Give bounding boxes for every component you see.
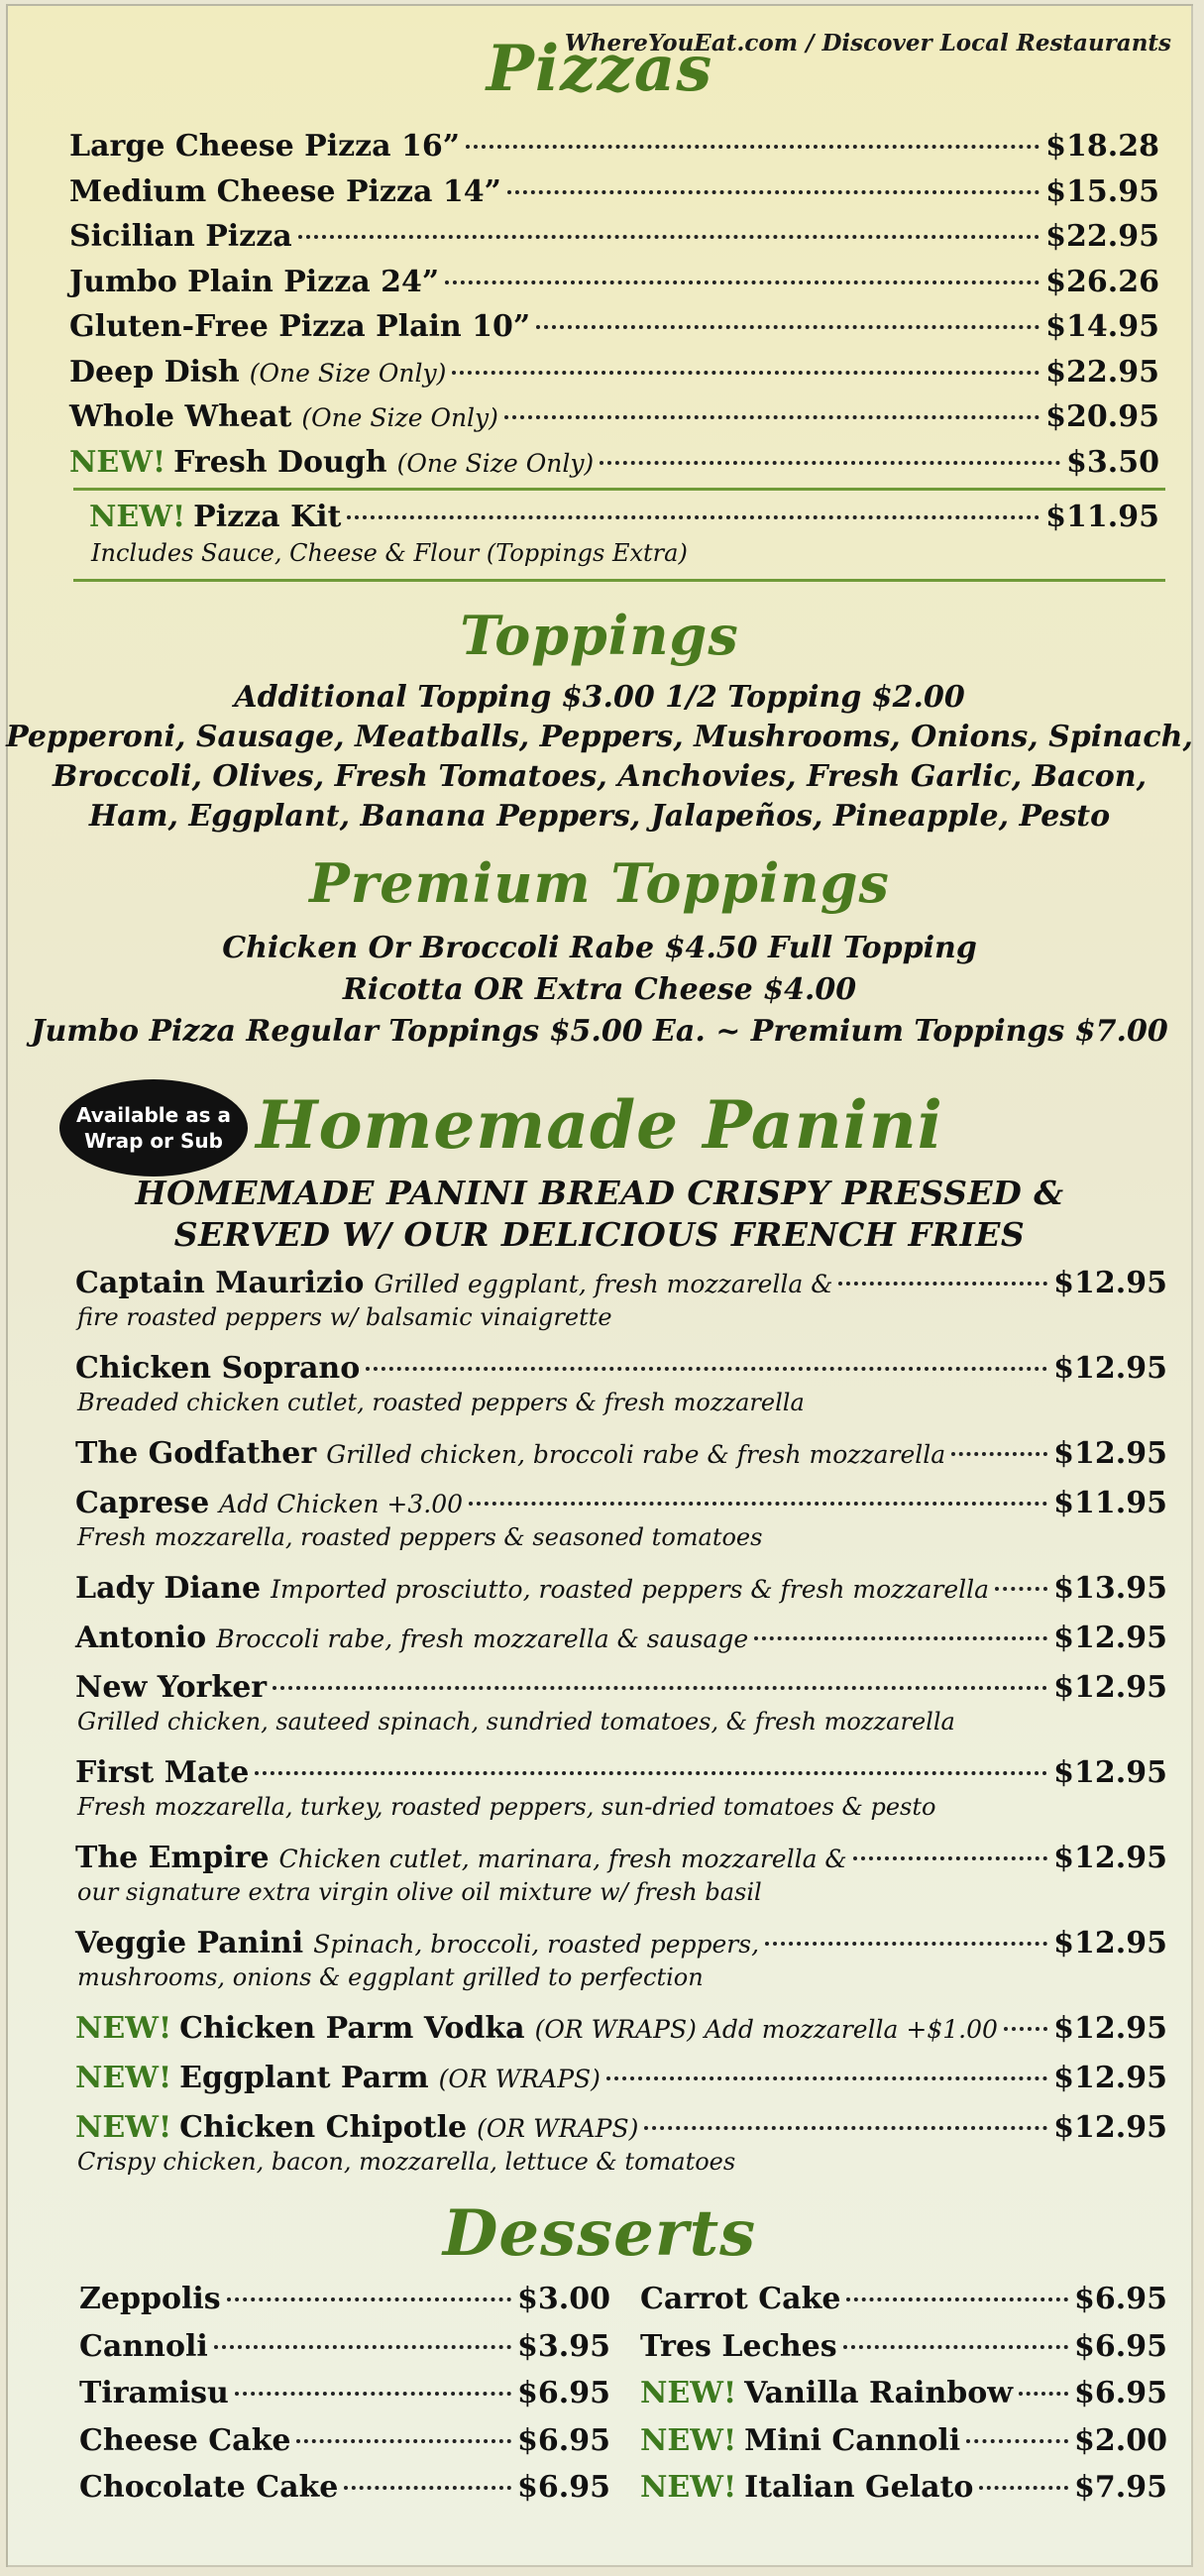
- toppings-line: Additional Topping $3.00 1/2 Topping $2.00: [234, 680, 965, 715]
- leader-dots: [536, 325, 1040, 329]
- item-name-group: [75, 1351, 360, 1386]
- panini-description: fire roasted peppers w/ balsamic vinaigrette: [77, 1303, 612, 1331]
- leader-dots: [227, 2297, 511, 2301]
- new-label: NEW!: [75, 2011, 172, 2046]
- badge-line: Available as a: [75, 1103, 232, 1127]
- panini-description: Crispy chicken, bacon, mozzarella, lettuce & tomatoes: [77, 2148, 736, 2176]
- item-name: Sicilian Pizza: [69, 219, 292, 254]
- item-price: $12.95: [1053, 1755, 1167, 1790]
- item-price: $14.95: [1045, 309, 1159, 344]
- new-label: NEW!: [640, 2422, 737, 2458]
- item-name-group: [75, 1670, 267, 1705]
- item-name: Caprese: [75, 1486, 210, 1520]
- panini-row: [75, 1571, 1167, 1606]
- item-price: $6.95: [1074, 2328, 1167, 2364]
- leader-dots: [214, 2345, 511, 2349]
- premium-line: Chicken Or Broccoli Rabe $4.50 Full Topping: [222, 931, 977, 965]
- item-price: $3.50: [1066, 444, 1159, 480]
- item-name-group: [75, 2110, 638, 2145]
- item-price: $6.95: [517, 2470, 610, 2505]
- item-name-group: [640, 2282, 840, 2316]
- leader-dots: [469, 1502, 1047, 1506]
- item-name-group: [75, 1755, 249, 1790]
- item-name: Eggplant Parm: [179, 2061, 429, 2095]
- pizza-row: [69, 355, 1159, 390]
- item-name: Whole Wheat: [69, 399, 292, 434]
- pizza-row: [69, 309, 1159, 344]
- item-name: Cheese Cake: [79, 2422, 291, 2458]
- item-name-group: [75, 1436, 945, 1471]
- dessert-row: [640, 2470, 1167, 2505]
- item-name: Carrot Cake: [640, 2282, 841, 2316]
- item-price: $11.95: [1053, 1486, 1167, 1520]
- pizza-row: [69, 399, 1159, 434]
- new-label: NEW!: [89, 500, 186, 534]
- item-price: $6.95: [1074, 2282, 1167, 2316]
- pizzas-heading: Pizzas: [486, 32, 713, 106]
- leader-dots: [296, 2439, 511, 2443]
- item-note: (OR WRAPS): [477, 2114, 639, 2143]
- item-name-group: [69, 445, 594, 480]
- panini-row: [75, 1486, 1167, 1520]
- panini-row: [75, 1841, 1167, 1875]
- leader-dots: [1019, 2392, 1068, 2396]
- item-price: $6.95: [1074, 2376, 1167, 2410]
- item-name: Antonio: [75, 1621, 207, 1655]
- item-name-group: [75, 1486, 463, 1520]
- item-name-group: [69, 174, 501, 209]
- item-name-group: [79, 2329, 208, 2364]
- panini-row: [75, 2011, 1167, 2046]
- panini-row: [75, 1351, 1167, 1386]
- item-name-group: [640, 2470, 973, 2505]
- item-price: $12.95: [1053, 1436, 1167, 1471]
- panini-row: [75, 1670, 1167, 1705]
- item-name: Chicken Chipotle: [179, 2110, 468, 2145]
- item-name-group: [79, 2282, 221, 2316]
- new-label: NEW!: [640, 2470, 737, 2505]
- panini-subtitle: HOMEMADE PANINI BREAD CRISPY PRESSED &: [135, 1174, 1064, 1212]
- item-price: $12.95: [1053, 1621, 1167, 1655]
- item-note: Grilled chicken, broccoli rabe & fresh mozzarella: [326, 1440, 946, 1469]
- panini-row: [75, 1266, 1167, 1300]
- item-name-group: [75, 1926, 759, 1960]
- dessert-row: [640, 2282, 1167, 2316]
- leader-dots: [600, 461, 1060, 465]
- item-price: $12.95: [1053, 1926, 1167, 1960]
- new-label: NEW!: [75, 2110, 172, 2145]
- item-price: $7.95: [1074, 2470, 1167, 2505]
- item-name-group: [69, 309, 530, 344]
- panini-row: [75, 2110, 1167, 2145]
- toppings-line: Pepperoni, Sausage, Meatballs, Peppers, Mushrooms, Onions, Spinach,: [6, 720, 1193, 754]
- divider: [73, 579, 1165, 582]
- item-price: $20.95: [1045, 399, 1159, 434]
- item-price: $12.95: [1053, 1670, 1167, 1705]
- pizza-row: [69, 129, 1159, 164]
- premium-line: Ricotta OR Extra Cheese $4.00: [342, 972, 857, 1007]
- item-price: $26.26: [1045, 264, 1159, 299]
- pizza-row: [69, 445, 1159, 480]
- item-name-group: [640, 2423, 960, 2458]
- item-price: $12.95: [1053, 2061, 1167, 2095]
- item-name: Chocolate Cake: [79, 2470, 339, 2505]
- leader-dots: [504, 415, 1040, 419]
- item-name: Tiramisu: [79, 2376, 229, 2410]
- item-name: Zeppolis: [79, 2282, 221, 2316]
- dessert-row: [640, 2423, 1167, 2458]
- item-name-group: [75, 1571, 989, 1606]
- item-price: $22.95: [1045, 219, 1159, 254]
- leader-dots: [846, 2297, 1068, 2301]
- panini-description: Fresh mozzarella, turkey, roasted peppers, sun-dried tomatoes & pesto: [77, 1793, 936, 1821]
- dessert-row: [640, 2329, 1167, 2364]
- item-price: $12.95: [1053, 1351, 1167, 1386]
- item-name-group: [69, 265, 439, 299]
- item-name-group: [69, 399, 498, 434]
- item-note: Broccoli rabe, fresh mozzarella & sausage: [216, 1624, 749, 1653]
- divider: [73, 488, 1165, 491]
- item-name: The Godfather: [75, 1436, 317, 1471]
- pizza-row: [69, 265, 1159, 299]
- item-price: $12.95: [1053, 2011, 1167, 2046]
- toppings-line: Broccoli, Olives, Fresh Tomatoes, Anchovies, Fresh Garlic, Bacon,: [52, 759, 1148, 794]
- item-name: Chicken Soprano: [75, 1351, 361, 1386]
- leader-dots: [765, 1942, 1047, 1946]
- leader-dots: [966, 2439, 1068, 2443]
- item-name: Deep Dish: [69, 354, 240, 390]
- item-name-group: [75, 2061, 601, 2095]
- panini-subtitle: SERVED W/ OUR DELICIOUS FRENCH FRIES: [173, 1215, 1026, 1254]
- item-name-group: [640, 2376, 1013, 2410]
- leader-dots: [1004, 2027, 1047, 2031]
- item-name-group: [79, 2423, 290, 2458]
- item-name-group: [75, 1841, 847, 1875]
- panini-description: Fresh mozzarella, roasted peppers & seasoned tomatoes: [77, 1523, 763, 1551]
- menu-page: [6, 4, 1193, 2567]
- item-name-group: [69, 219, 292, 254]
- item-note: Spinach, broccoli, roasted peppers,: [313, 1930, 760, 1959]
- item-name: Cannoli: [79, 2328, 208, 2364]
- dessert-row: [79, 2376, 610, 2410]
- panini-row: [75, 1621, 1167, 1655]
- item-price: $12.95: [1053, 1266, 1167, 1300]
- item-name: Chicken Parm Vodka: [179, 2011, 525, 2046]
- item-name: The Empire: [75, 1841, 270, 1875]
- item-name: Jumbo Plain Pizza 24”: [69, 264, 440, 299]
- item-name: Vanilla Rainbow: [744, 2376, 1014, 2410]
- pizza-kit-price: $11.95: [1045, 500, 1159, 534]
- item-price: $18.28: [1045, 129, 1159, 164]
- item-price: $12.95: [1053, 1841, 1167, 1875]
- item-price: $3.95: [517, 2328, 610, 2364]
- item-price: $13.95: [1053, 1571, 1167, 1606]
- item-name-group: [75, 1266, 832, 1300]
- item-note: Add Chicken +3.00: [219, 1490, 464, 1518]
- new-label: NEW!: [75, 2061, 172, 2095]
- item-price: $6.95: [517, 2422, 610, 2458]
- pizza-row: [69, 219, 1159, 254]
- item-name-group: [79, 2376, 229, 2410]
- desserts-heading: Desserts: [442, 2196, 757, 2271]
- item-name-group: [69, 355, 446, 390]
- item-name-group: [75, 1621, 748, 1655]
- leader-dots: [507, 190, 1040, 194]
- leader-dots: [951, 1452, 1047, 1456]
- pizza-kit-description: Includes Sauce, Cheese & Flour (Toppings Extra): [91, 539, 688, 567]
- panini-description: our signature extra virgin olive oil mixture w/ fresh basil: [77, 1878, 762, 1906]
- toppings-line: Ham, Eggplant, Banana Peppers, Jalapeños, Pineapple, Pesto: [88, 799, 1111, 834]
- item-name-group: [79, 2470, 338, 2505]
- leader-dots: [843, 2345, 1068, 2349]
- badge-line: Wrap or Sub: [84, 1129, 223, 1153]
- leader-dots: [979, 2486, 1068, 2490]
- leader-dots: [298, 235, 1040, 239]
- leader-dots: [344, 2486, 511, 2490]
- item-name: First Mate: [75, 1755, 250, 1790]
- dessert-row: [79, 2470, 610, 2505]
- item-name-group: [75, 2011, 998, 2046]
- item-note: (OR WRAPS) Add mozzarella +$1.00: [534, 2015, 998, 2044]
- new-label: NEW!: [69, 444, 166, 480]
- item-price: $2.00: [1074, 2422, 1167, 2458]
- leader-dots: [995, 1587, 1047, 1591]
- leader-dots: [606, 2076, 1047, 2080]
- item-price: $15.95: [1045, 173, 1159, 209]
- leader-dots: [452, 371, 1040, 375]
- pizza-row: [69, 174, 1159, 209]
- panini-row: [75, 1926, 1167, 1960]
- item-price: $12.95: [1053, 2110, 1167, 2145]
- item-name: New Yorker: [75, 1670, 268, 1705]
- item-note: (OR WRAPS): [438, 2065, 601, 2093]
- dessert-row: [79, 2329, 610, 2364]
- leader-dots: [644, 2126, 1047, 2130]
- dessert-row: [79, 2282, 610, 2316]
- item-name: Large Cheese Pizza 16”: [69, 129, 461, 164]
- leader-dots: [255, 1771, 1047, 1775]
- leader-dots: [466, 145, 1040, 149]
- panini-row: [75, 1755, 1167, 1790]
- panini-heading: Homemade Panini: [256, 1086, 943, 1164]
- item-name: Veggie Panini: [75, 1926, 304, 1960]
- item-note: (One Size Only): [396, 448, 595, 478]
- item-name: Medium Cheese Pizza 14”: [69, 173, 501, 209]
- leader-dots: [445, 280, 1040, 284]
- item-name-group: [69, 129, 460, 164]
- leader-dots: [347, 515, 1040, 519]
- leader-dots: [235, 2392, 511, 2396]
- panini-description: mushrooms, onions & eggplant grilled to perfection: [77, 1963, 704, 1991]
- panini-row: [75, 1436, 1167, 1471]
- item-price: $22.95: [1045, 354, 1159, 390]
- item-note: Imported prosciutto, roasted peppers & fresh mozzarella: [271, 1575, 990, 1604]
- premium-line: Jumbo Pizza Regular Toppings $5.00 Ea. ~ Premium Toppings $7.00: [31, 1014, 1168, 1049]
- leader-dots: [754, 1636, 1047, 1640]
- leader-dots: [366, 1367, 1047, 1371]
- item-name: Tres Leches: [640, 2328, 837, 2364]
- new-label: NEW!: [640, 2376, 737, 2410]
- item-note: Chicken cutlet, marinara, fresh mozzarella &: [278, 1845, 847, 1873]
- item-price: $3.00: [517, 2282, 610, 2316]
- panini-row: [75, 2061, 1167, 2095]
- item-name: Italian Gelato: [744, 2470, 974, 2505]
- item-note: Grilled eggplant, fresh mozzarella &: [374, 1270, 833, 1298]
- item-name-group: [640, 2329, 837, 2364]
- dessert-row: [79, 2423, 610, 2458]
- item-note: (One Size Only): [301, 403, 498, 432]
- leader-dots: [273, 1686, 1047, 1690]
- pizza-kit-name: Pizza Kit: [193, 500, 342, 534]
- item-name: Lady Diane: [75, 1571, 262, 1606]
- toppings-heading: Toppings: [460, 604, 739, 667]
- item-name: Gluten-Free Pizza Plain 10”: [69, 309, 531, 344]
- item-name: Mini Cannoli: [744, 2422, 961, 2458]
- leader-dots: [853, 1856, 1047, 1860]
- premium-toppings-heading: Premium Toppings: [309, 851, 890, 915]
- panini-description: Grilled chicken, sauteed spinach, sundried tomatoes, & fresh mozzarella: [77, 1708, 955, 1736]
- dessert-row: [640, 2376, 1167, 2410]
- watermark: WhereYouEat.com / Discover Local Restaurants: [564, 30, 1171, 56]
- item-price: $6.95: [517, 2376, 610, 2410]
- item-name: Captain Maurizio: [75, 1266, 365, 1300]
- leader-dots: [838, 1282, 1047, 1286]
- item-note: (One Size Only): [249, 358, 447, 388]
- panini-description: Breaded chicken cutlet, roasted peppers & fresh mozzarella: [77, 1389, 805, 1416]
- item-name: Fresh Dough: [173, 444, 387, 480]
- pizza-kit-row: [89, 500, 1159, 534]
